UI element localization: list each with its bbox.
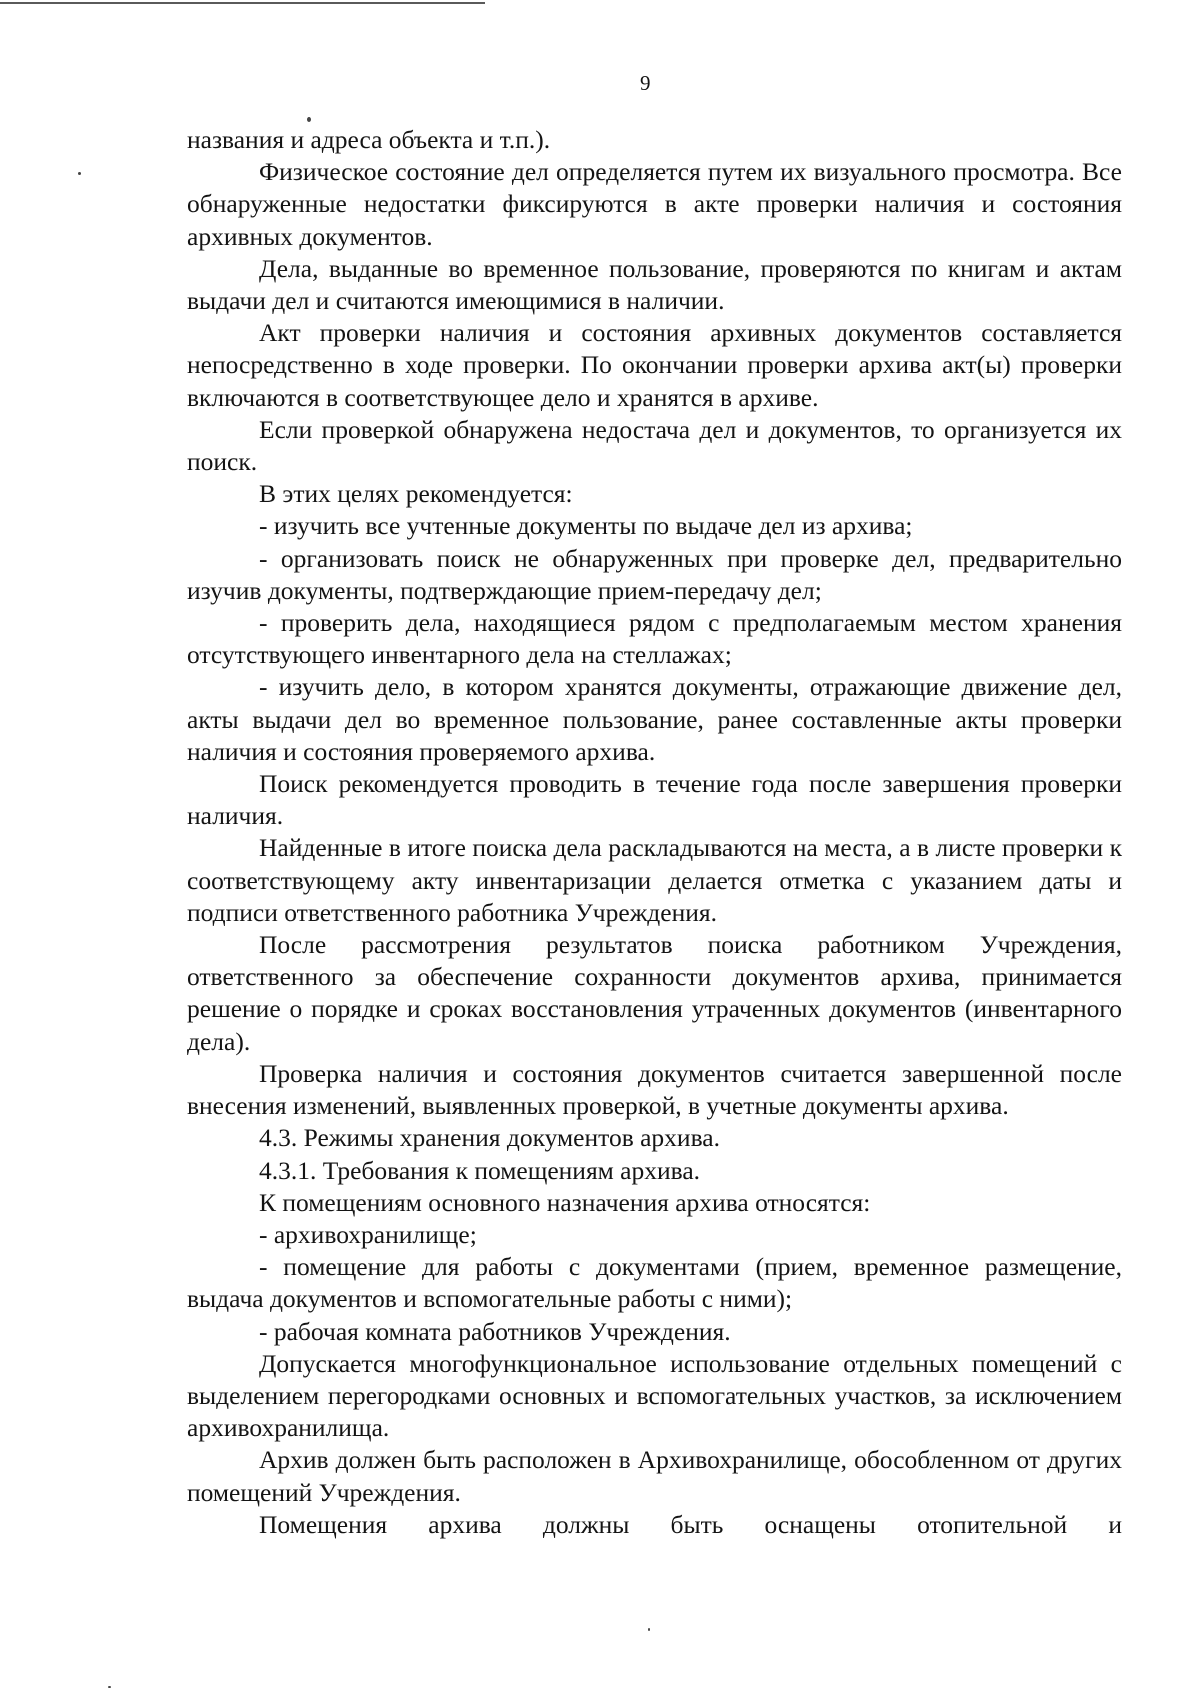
paragraph: - организовать поиск не обнаруженных при проверке дел, предварительно изучив документы, подтверждающие прием-передачу дел; xyxy=(187,543,1122,605)
document-body xyxy=(187,124,1122,1541)
paragraph: - архивохранилище; xyxy=(259,1219,477,1249)
paragraph: - изучить дело, в котором хранятся документы, отражающие движение дел, акты выдачи дел во временное пользование, ранее составленные акты проверки наличия и состояния проверяемого архива. xyxy=(187,672,1122,766)
paragraph: 4.3. Режимы хранения документов архива. xyxy=(259,1123,720,1153)
paragraph: Допускается многофункциональное использование отдельных помещений с выделением перегородками основных и вспомогательных участков, за исключением архивохранилища. xyxy=(187,1348,1122,1443)
paragraph: Физическое состояние дел определяется путем их визуального просмотра. Все обнаруженные недостатки фиксируются в акте проверки наличия и состояния архивных документов. xyxy=(187,157,1122,251)
paragraph: Найденные в итоге поиска дела раскладываются на места, а в листе проверки к соответствующему акту инвентаризации делается отметка с указанием даты и подписи ответственного работника Учреждения. xyxy=(187,833,1122,927)
scan-speck xyxy=(108,1686,111,1688)
paragraph: - рабочая комната работников Учреждения. xyxy=(259,1316,731,1346)
scan-speck xyxy=(78,172,81,175)
scan-top-edge-line xyxy=(0,2,485,4)
paragraph: - помещение для работы с документами (прием, временное размещение, выдача документов и вспомогательные работы с ними); xyxy=(187,1252,1122,1314)
scan-speck xyxy=(307,117,311,122)
paragraph: названия и адреса объекта и т.п.). xyxy=(187,125,551,154)
paragraph: 4.3.1. Требования к помещениям архива. xyxy=(259,1155,701,1185)
paragraph: Дела, выданные во временное пользование, проверяются по книгам и актам выдачи дел и считаются имеющимися в наличии. xyxy=(187,253,1122,316)
paragraph: Проверка наличия и состояния документов считается завершенной после внесения изменений, выявленных проверкой, в учетные документы архива. xyxy=(187,1058,1122,1121)
paragraph: Если проверкой обнаружена недостача дел и документов, то организуется их поиск. xyxy=(187,414,1122,477)
paragraph: Поиск рекомендуется проводить в течение года после завершения проверки наличия. xyxy=(187,769,1122,831)
scan-speck xyxy=(648,1628,650,1631)
paragraph: К помещениям основного назначения архива относятся: xyxy=(259,1187,871,1217)
paragraph: - изучить все учтенные документы по выдаче дел из архива; xyxy=(259,511,913,541)
paragraph: - проверить дела, находящиеся рядом с предполагаемым местом хранения отсутствующего инвентарного дела на стеллажах; xyxy=(187,608,1122,670)
paragraph: Помещения архива должны быть оснащены отопительной и xyxy=(259,1509,1122,1539)
paragraph: Акт проверки наличия и состояния архивных документов составляется непосредственно в ходе проверки. По окончании проверки архива акт(ы) проверки включаются в соответствующее дело и хранятся в архиве. xyxy=(187,318,1122,412)
paragraph: В этих целях рекомендуется: xyxy=(259,479,573,509)
paragraph: После рассмотрения результатов поиска работником Учреждения, ответственного за обеспечение сохранности документов архива, принимается решение о порядке и сроках восстановления утраченных документов (инвентарного дела). xyxy=(187,930,1122,1056)
page-number: 9 xyxy=(640,71,651,95)
paragraph: Архив должен быть расположен в Архивохранилище, обособленном от других помещений Учреждения. xyxy=(187,1445,1122,1507)
